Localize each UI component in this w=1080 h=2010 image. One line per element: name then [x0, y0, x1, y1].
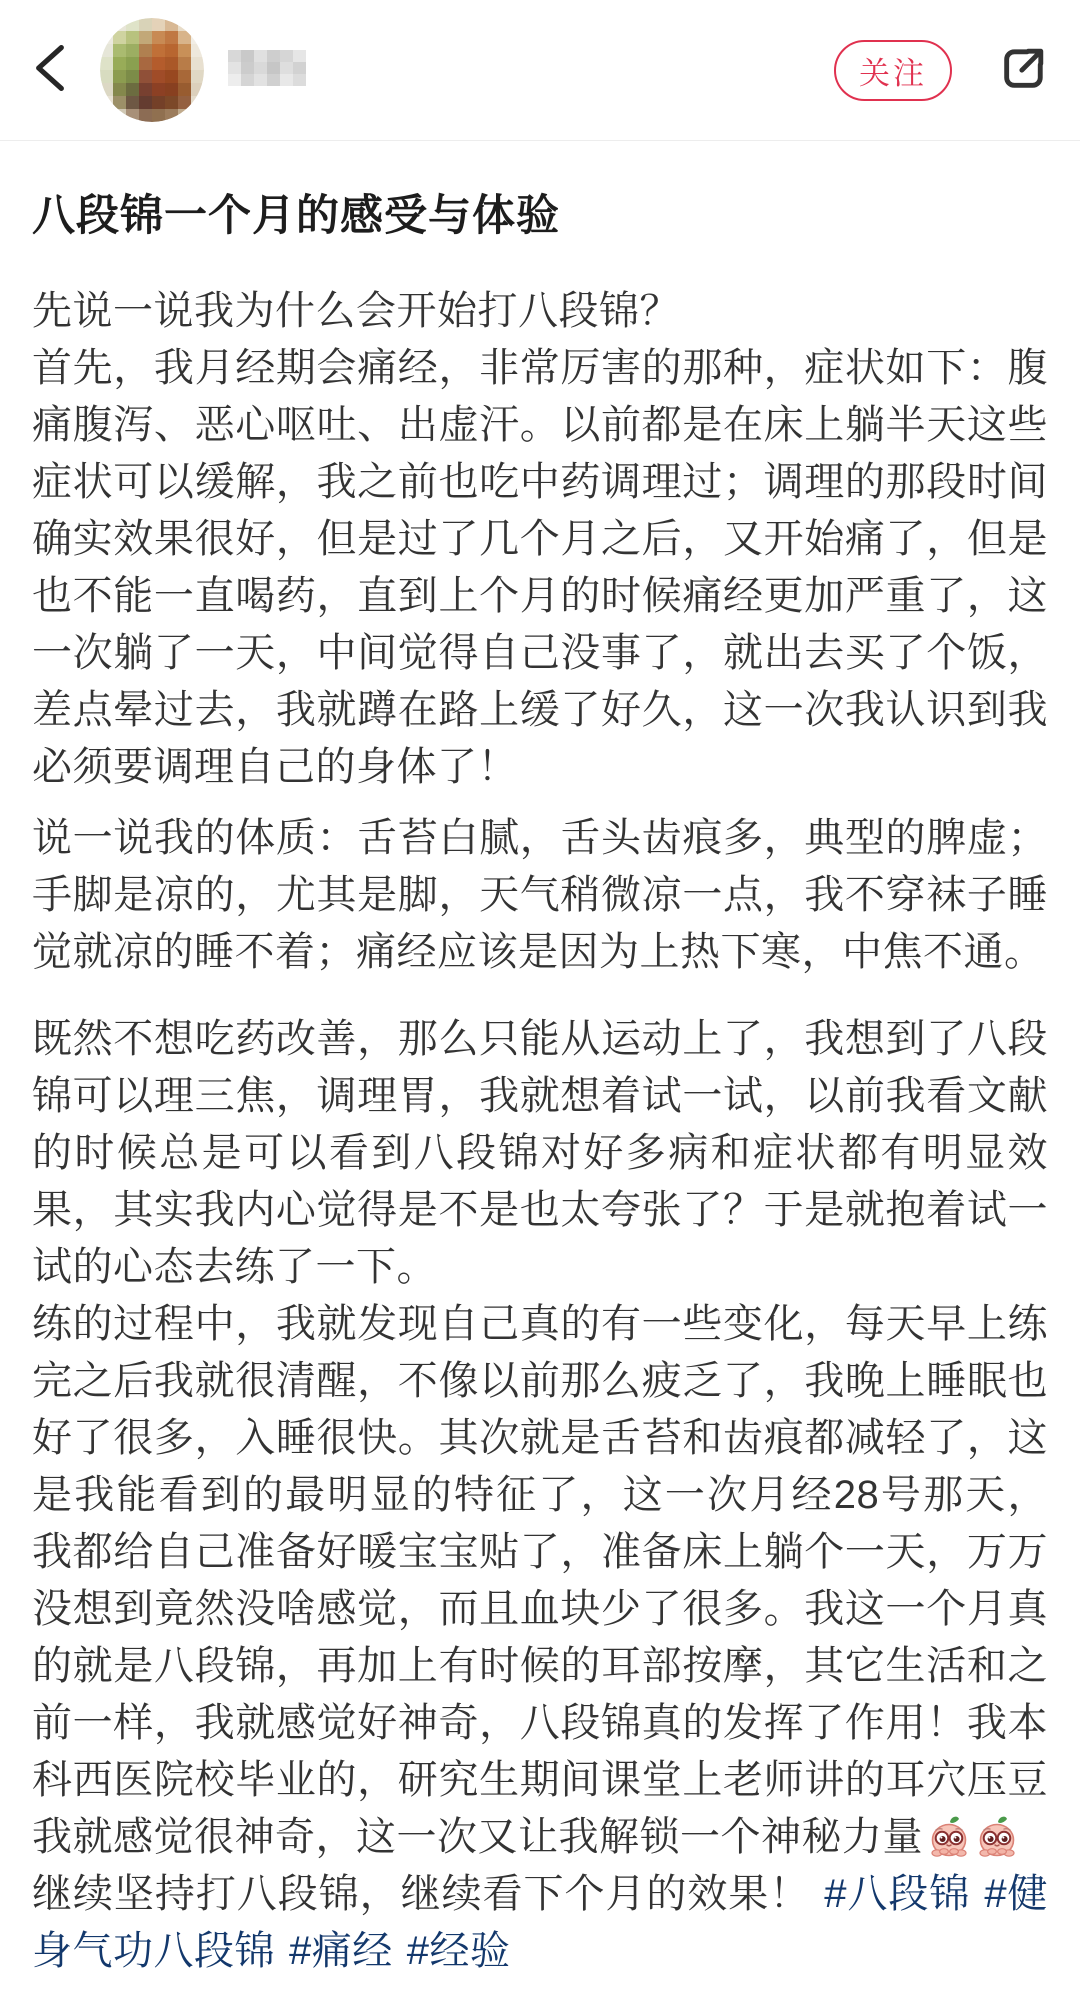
post-paragraph: 说一说我的体质：舌苔白腻，舌头齿痕多，典型的脾虚；手脚是凉的，尤其是脚，天气稍微凉一点，我不穿袜子睡觉就凉的睡不着；痛经应该是因为上热下寒，中焦不通。: [32, 815, 1048, 974]
paragraph-text: 练的过程中，我就发现自己真的有一些变化，每天早上练完之后我就很清醒，不像以前那么疲乏了，我晚上睡眠也好了很多，入睡很快。其次就是舌苔和齿痕都减轻了，这是我能看到的最明显的特征了，这一次月经28号那天，我都给自己准备好暖宝宝贴了，准备床上躺个一天，万万没想到竟然没啥感觉，而且血块少了很多。我这一个月真的就是八段锦，再加上有时候的耳部按摩，其它生活和之前一样，我就感觉好神奇，八段锦真的发挥了作用！我本科西医院校毕业的，研究生期间课堂上老师讲的耳穴压豆我就感觉很神奇，这一次又让我解锁一个神秘力量: [32, 1301, 1048, 1859]
peach-blush-emoji-icon: [975, 1814, 1019, 1858]
post-paragraph: 先说一说我为什么会开始打八段锦？: [32, 288, 680, 333]
post-body: [0, 141, 1080, 2010]
avatar[interactable]: [100, 18, 204, 122]
share-button[interactable]: [998, 42, 1050, 98]
share-external-icon: [998, 42, 1050, 99]
chevron-left-icon: [30, 43, 70, 98]
follow-button-label: 关注: [859, 55, 927, 91]
paragraph-text: 继续坚持打八段锦，继续看下个月的效果！: [32, 1871, 811, 1916]
post-paragraph: 首先，我月经期会痛经，非常厉害的那种，症状如下：腹痛腹泻、恶心呕吐、出虚汗。以前都是在床上躺半天这些症状可以缓解，我之前也吃中药调理过；调理的那段时间确实效果很好，但是过了几个月之后，又开始痛了，但是也不能一直喝药，直到上个月的时候痛经更加严重了，这一次躺了一天，中间觉得自己没事了，就出去买了个饭，差点晕过去，我就蹲在路上缓了好久，这一次我认识到我必须要调理自己的身体了！: [32, 345, 1048, 789]
back-button[interactable]: [30, 44, 76, 96]
post-paragraph: [32, 1866, 1048, 1980]
hashtag-link[interactable]: #痛经: [289, 1928, 393, 1973]
hashtag-link[interactable]: #健身气功八段锦: [32, 1871, 1049, 1973]
peach-blush-emoji-icon: [927, 1814, 971, 1858]
username-blurred[interactable]: [228, 50, 306, 91]
post-paragraph: 既然不想吃药改善，那么只能从运动上了，我想到了八段锦可以理三焦，调理胃，我就想着试一试，以前我看文献的时候总是可以看到八段锦对好多病和症状都有明显效果，其实我内心觉得是不是也太夸张了？于是就抱着试一试的心态去练了一下。: [32, 1016, 1048, 1289]
hashtag-link[interactable]: #八段锦: [824, 1871, 971, 1916]
hashtag-link[interactable]: #经验: [406, 1928, 511, 1973]
post-title: 八段锦一个月的感受与体验: [32, 192, 560, 240]
follow-button[interactable]: [834, 40, 952, 101]
top-nav-bar: [0, 0, 1080, 141]
post-paragraph: [32, 1296, 1048, 1866]
